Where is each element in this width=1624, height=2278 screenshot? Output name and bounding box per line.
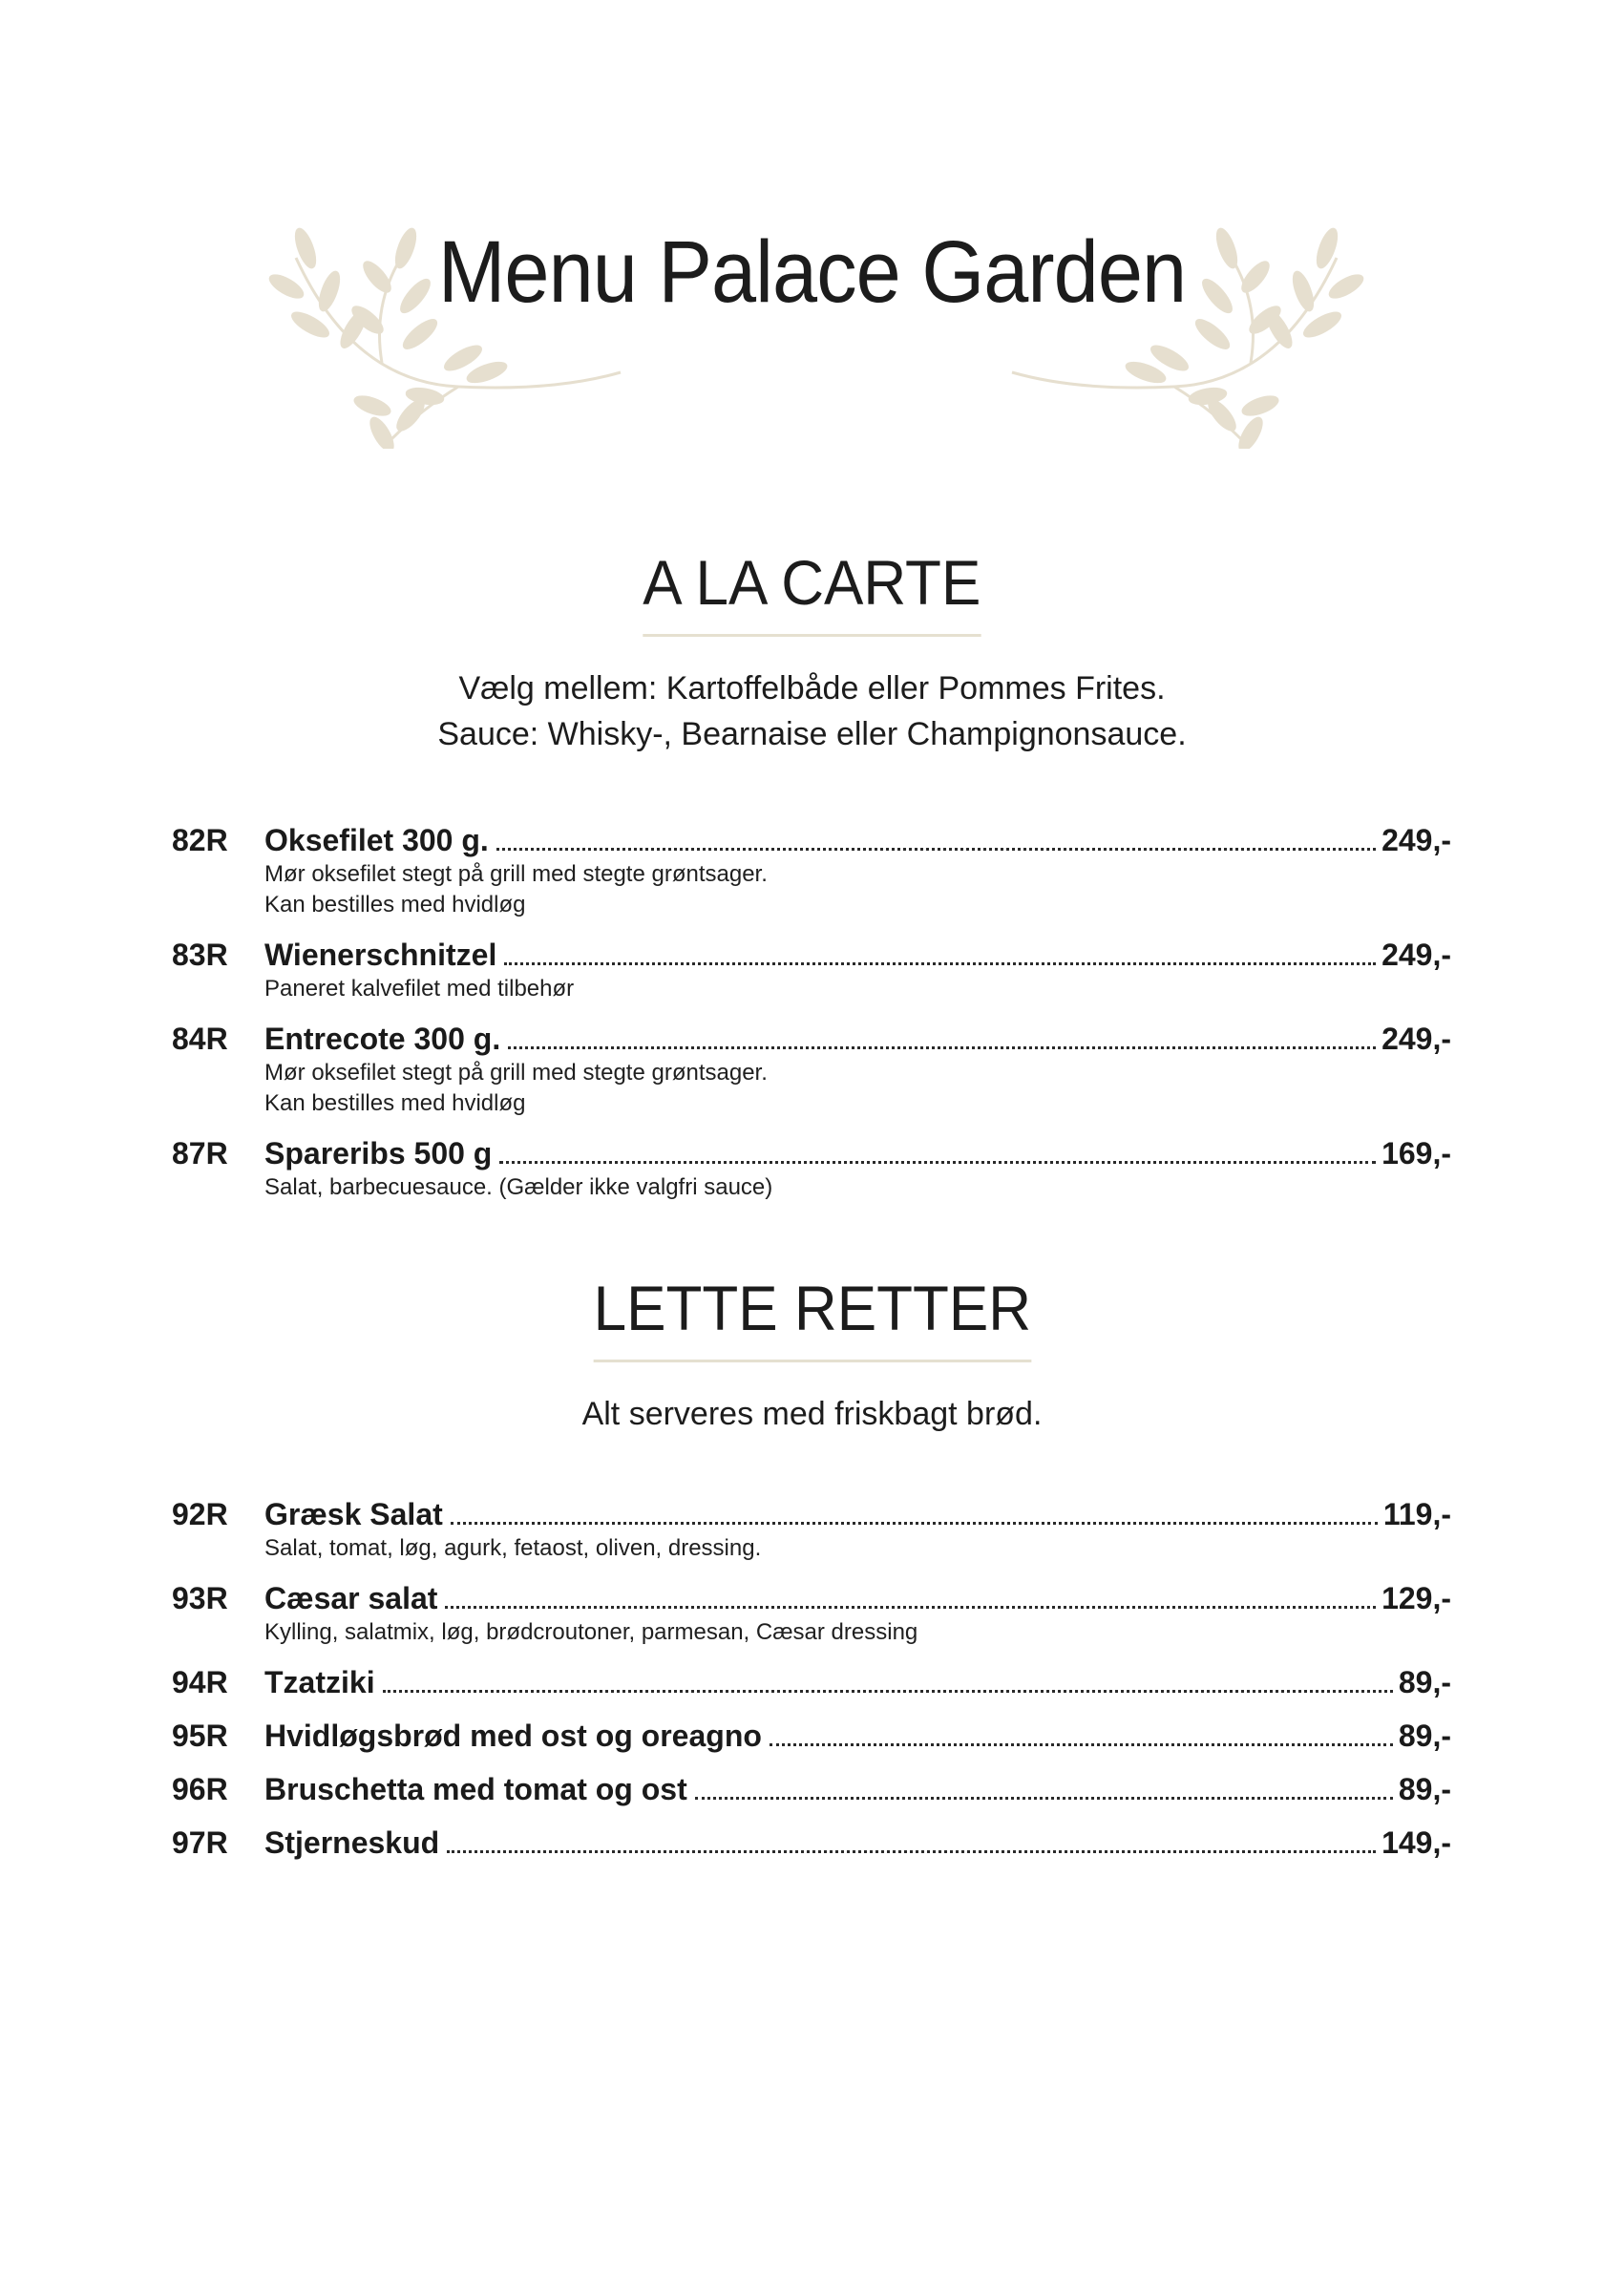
item-code: 97R: [172, 1825, 228, 1860]
item-description: [264, 974, 1451, 1004]
menu-item: [172, 1579, 1451, 1648]
menu-item: [172, 821, 1451, 920]
item-name: Entrecote 300 g.: [264, 1022, 501, 1056]
description-line: Salat, tomat, løg, agurk, fetaost, oliven, dressing.: [264, 1535, 762, 1561]
item-price: 129,-: [1381, 1581, 1451, 1615]
description-line: Kylling, salatmix, løg, brødcroutoner, parmesan, Cæsar dressing: [264, 1619, 918, 1645]
item-price: 249,-: [1381, 938, 1451, 972]
section-title: LETTE RETTER: [593, 1270, 1030, 1362]
item-code: 92R: [172, 1497, 228, 1531]
intro-line: Alt serveres med friskbagt brød.: [581, 1396, 1043, 1432]
item-code: 87R: [172, 1136, 228, 1171]
item-name: Spareribs 500 g: [264, 1136, 493, 1171]
menu-item: [172, 1495, 1451, 1564]
item-description: [264, 1617, 1451, 1648]
menu-item-list: [172, 821, 1451, 1218]
item-description: [264, 859, 1451, 920]
description-line: Mør oksefilet stegt på grill med stegte grøntsager.: [264, 861, 768, 887]
dot-leader: [496, 847, 1376, 851]
menu-item-list: [172, 1495, 1451, 1877]
menu-header: [0, 191, 1624, 458]
item-name: Stjerneskud: [264, 1825, 440, 1860]
item-name: Oksefilet 300 g.: [264, 823, 489, 857]
item-code: 96R: [172, 1772, 228, 1806]
section-lette-retter: [0, 1270, 1624, 1437]
dot-leader: [451, 1521, 1378, 1525]
item-price: 89,-: [1398, 1719, 1451, 1753]
description-line: Kan bestilles med hvidløg: [264, 1090, 526, 1116]
item-code: 95R: [172, 1719, 228, 1753]
item-name: Hvidløgsbrød med ost og oreagno: [264, 1719, 762, 1753]
menu-item: [172, 1824, 1451, 1862]
section-a-la-carte: [0, 544, 1624, 757]
intro-line: Vælg mellem: Kartoffelbåde eller Pommes Frites.: [458, 670, 1166, 707]
item-price: 119,-: [1382, 1497, 1451, 1531]
section-title: A LA CARTE: [643, 544, 981, 637]
description-line: Salat, barbecuesauce. (Gælder ikke valgfri sauce): [264, 1174, 773, 1200]
item-price: 249,-: [1381, 1022, 1451, 1056]
description-line: Mør oksefilet stegt på grill med stegte grøntsager.: [264, 1060, 768, 1086]
menu-item: [172, 1717, 1451, 1755]
olive-branch-icon: [1002, 220, 1365, 449]
item-description: [264, 1533, 1451, 1564]
item-name: Tzatziki: [264, 1665, 375, 1699]
item-code: 82R: [172, 823, 228, 857]
menu-item: [172, 936, 1451, 1004]
item-code: 93R: [172, 1581, 228, 1615]
item-price: 249,-: [1381, 823, 1451, 857]
item-description: [264, 1058, 1451, 1119]
dot-leader: [695, 1796, 1393, 1800]
intro-line: Sauce: Whisky-, Bearnaise eller Champignonsauce.: [437, 716, 1187, 752]
dot-leader: [508, 1045, 1376, 1049]
menu-item: [172, 1020, 1451, 1119]
description-line: Kan bestilles med hvidløg: [264, 892, 526, 918]
dot-leader: [445, 1605, 1376, 1609]
menu-item: [172, 1770, 1451, 1808]
dot-leader: [447, 1849, 1376, 1853]
menu-item: [172, 1663, 1451, 1701]
section-intro: [0, 1391, 1624, 1437]
item-price: 89,-: [1398, 1772, 1451, 1806]
item-price: 169,-: [1381, 1136, 1451, 1171]
dot-leader: [383, 1689, 1393, 1693]
item-price: 89,-: [1398, 1665, 1451, 1699]
item-name: Bruschetta med tomat og ost: [264, 1772, 687, 1806]
dot-leader: [770, 1742, 1393, 1746]
menu-item: [172, 1134, 1451, 1203]
item-name: Cæsar salat: [264, 1581, 438, 1615]
item-name: Wienerschnitzel: [264, 938, 497, 972]
description-line: Paneret kalvefilet med tilbehør: [264, 976, 575, 1002]
item-code: 94R: [172, 1665, 228, 1699]
item-name: Græsk Salat: [264, 1497, 443, 1531]
item-price: 149,-: [1381, 1825, 1451, 1860]
dot-leader: [504, 961, 1376, 965]
item-description: [264, 1172, 1451, 1203]
page-title: Menu Palace Garden: [437, 223, 1187, 321]
section-intro: [0, 665, 1624, 757]
item-code: 83R: [172, 938, 228, 972]
item-code: 84R: [172, 1022, 228, 1056]
dot-leader: [499, 1160, 1376, 1164]
